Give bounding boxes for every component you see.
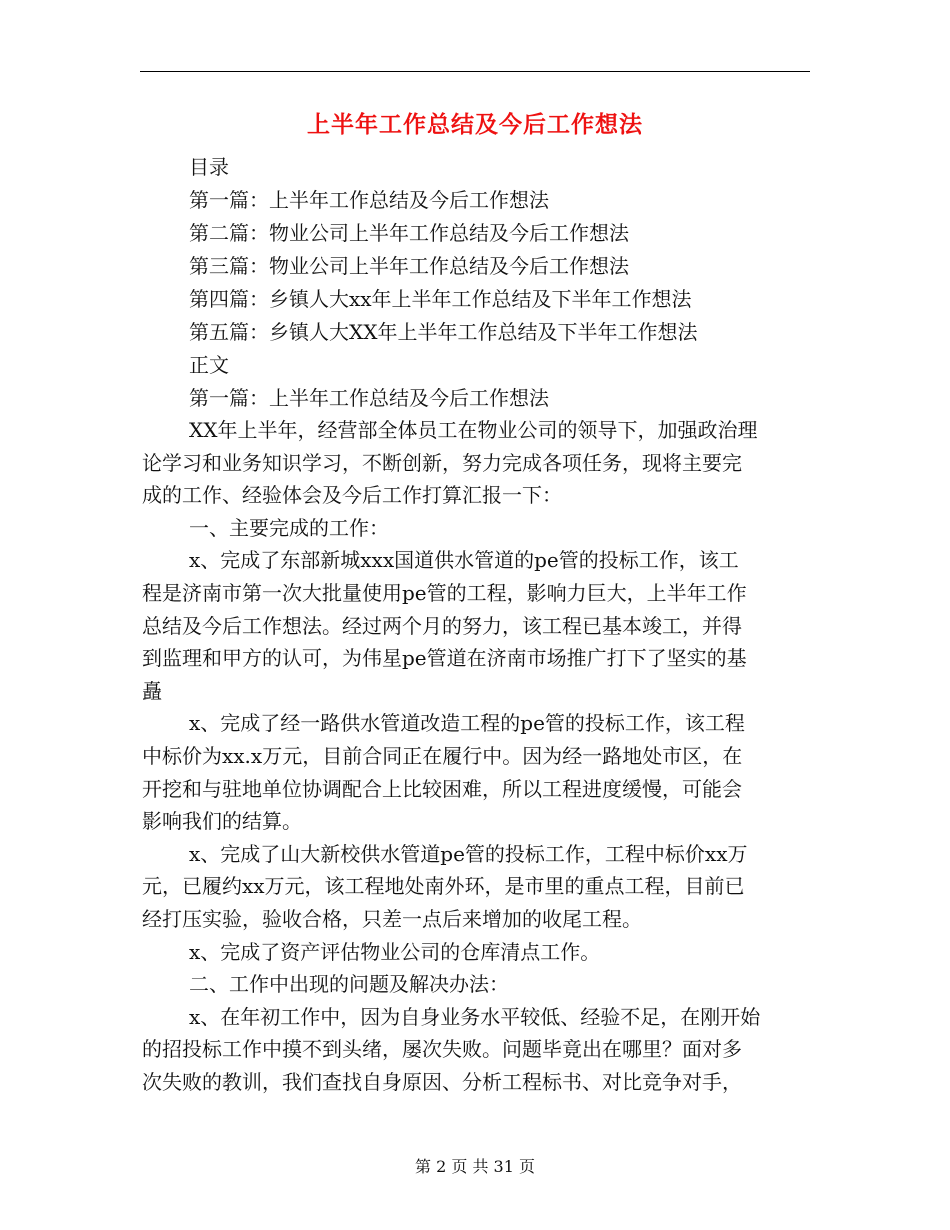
paragraph-line: 矗: [142, 679, 162, 703]
toc-item-5: 第五篇：乡镇人大XX年上半年工作总结及下半年工作想法: [189, 320, 698, 344]
paragraph-line: 论学习和业务知识学习，不断创新，努力完成各项任务，现将主要完: [142, 451, 742, 475]
page-number-footer: 第 2 页 共 31 页: [415, 1157, 535, 1176]
paragraph-line: 总结及今后工作想法。经过两个月的努力，该工程已基本竣工，并得: [142, 614, 742, 638]
paragraph-line: XX年上半年，经营部全体员工在物业公司的领导下，加强政治理: [189, 418, 758, 442]
paragraph-line: 程是济南市第一次大批量使用pe管的工程，影响力巨大，上半年工作: [142, 581, 747, 605]
body-heading: 正文: [189, 353, 229, 377]
section-heading: 一、主要完成的工作：: [189, 516, 389, 540]
chapter-title: 第一篇：上半年工作总结及今后工作想法: [189, 386, 549, 410]
toc-item-2: 第二篇：物业公司上半年工作总结及今后工作想法: [189, 221, 629, 245]
toc-heading: 目录: [189, 155, 229, 179]
section-heading: 二、工作中出现的问题及解决办法：: [189, 972, 509, 996]
paragraph-line: 经打压实验，验收合格，只差一点后来增加的收尾工程。: [142, 907, 642, 931]
paragraph-line: x、完成了资产评估物业公司的仓库清点工作。: [189, 940, 601, 964]
paragraph-line: 次失败的教训，我们查找自身原因、分析工程标书、对比竞争对手，: [142, 1070, 742, 1094]
paragraph-line: 影响我们的结算。: [142, 809, 302, 833]
paragraph-line: x、完成了东部新城xxx国道供水管道的pe管的投标工作，该工: [189, 548, 739, 572]
paragraph-line: 成的工作、经验体会及今后工作打算汇报一下：: [142, 483, 562, 507]
paragraph-line: 中标价为xx.x万元，目前合同正在履行中。因为经一路地处市区，在: [142, 744, 743, 768]
paragraph-line: x、完成了经一路供水管道改造工程的pe管的投标工作，该工程: [189, 711, 745, 735]
header-rule: [140, 71, 810, 72]
toc-item-4: 第四篇：乡镇人大xx年上半年工作总结及下半年工作想法: [189, 287, 692, 311]
toc-item-3: 第三篇：物业公司上半年工作总结及今后工作想法: [189, 254, 629, 278]
paragraph-line: 到监理和甲方的认可，为伟星pe管道在济南市场推广打下了坚实的基: [142, 646, 747, 670]
paragraph-line: 开挖和与驻地单位协调配合上比较困难，所以工程进度缓慢，可能会: [142, 777, 742, 801]
document-title: 上半年工作总结及今后工作想法: [307, 111, 643, 138]
paragraph-line: x、在年初工作中，因为自身业务水平较低、经验不足，在刚开始: [189, 1005, 761, 1029]
paragraph-line: 元，已履约xx万元，该工程地处南外环，是市里的重点工程，目前已: [142, 874, 745, 898]
paragraph-line: x、完成了山大新校供水管道pe管的投标工作，工程中标价xx万: [189, 842, 748, 866]
toc-item-1: 第一篇：上半年工作总结及今后工作想法: [189, 188, 549, 212]
paragraph-line: 的招投标工作中摸不到头绪，屡次失败。问题毕竟出在哪里？面对多: [142, 1037, 742, 1061]
